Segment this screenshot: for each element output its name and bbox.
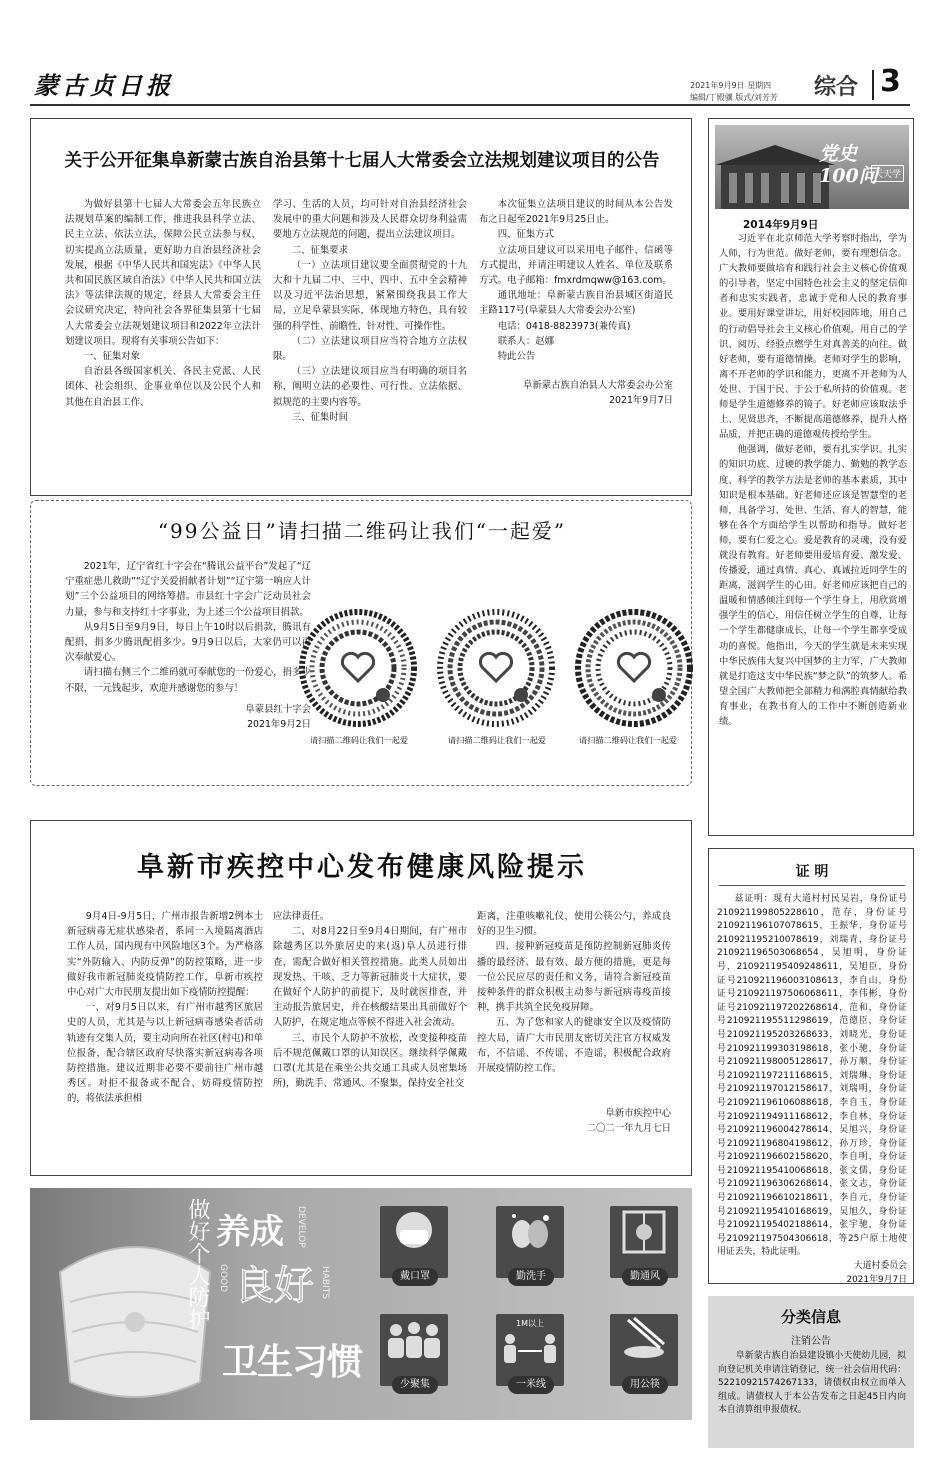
proof-signer: 大道村委员会 (853, 1261, 907, 1272)
hygiene-banner (30, 1188, 692, 1420)
notice-legislation-col2 (273, 197, 467, 425)
crowd-icon (380, 1314, 448, 1366)
banner-en-1: DEVELOP (296, 1206, 306, 1248)
qr-caption-1: 请扫描二维码让我们一起爱 (309, 735, 409, 745)
tile-label: 少聚集 (392, 1376, 438, 1394)
paragraph: 应法律责任。 (273, 911, 330, 922)
notice-cdc-col3 (477, 909, 671, 1137)
proof-body (717, 893, 907, 1287)
qr-code-icon (575, 609, 693, 727)
notice-cdc-col2 (273, 909, 467, 1091)
notice-signer: 阜新蒙古族自治县人大常委会办公室 (522, 380, 673, 392)
banner-big-2: 良好 (234, 1263, 314, 1309)
paragraph: 联系人：赵娜 (497, 335, 555, 347)
classified-section (708, 1296, 914, 1448)
paragraph: 为做好县第十七届人大常委会五年民族立法规划草案的编制工作，推进我县科学立法、民主立法、依法立法，保障公民立法参与权，切实提高立法质量，更好助力自治县经济社会发展，根据《中华人民共和国宪法》《中华人民共和国民族区域自治法》《中华人民共和国立法法》等法律法规的规定，经县人大常委会主任会议研究决定，特向社会各界征集县第十七届人大常委会立法规划建议项目和2022年立法计划建议项目。现将有关事项公告如下： (65, 199, 261, 347)
chopsticks-icon (610, 1314, 678, 1366)
paragraph: （二）立法建议项目应当符合地方立法权限。 (273, 335, 467, 363)
paragraph: 自治县各级国家机关、各民主党派、人民团体、社会组织、企事业单位以及公民个人和其他在自治县工作、 (65, 366, 261, 408)
notice-date: 2021年9月7日 (609, 395, 673, 407)
paragraph: 学习、生活的人员，均可针对自治县经济社会发展中的重大问题和涉及人民群众切身利益需要地方立法规范的问题，提出立法建议项目。 (273, 199, 467, 241)
paragraph: 2021年，辽宁省红十字会在“腾讯公益平台”发起了“辽宁重症患儿救助”“辽宁关爱捐献者计划”“辽宁第一响应人计划”三个公益项目的网络筹措。市县红十字会广泛动员社会力量，参与和支持红十字事业，为上述三个公益项目捐款。 (65, 561, 311, 618)
paragraph: 五、为了您和家人的健康安全以及疫情防控大局，请广大市民朋友密切关注官方权威发布，不信谣、不传谣、不造谣，积极配合政府开展疫情防控工作。 (477, 1017, 671, 1075)
qr-caption-2: 请扫描二维码让我们一起爱 (447, 735, 547, 745)
distance-icon (496, 1329, 564, 1369)
tile-label: 用公筷 (622, 1376, 668, 1394)
notice-charity (30, 500, 692, 786)
paragraph: 立法项目建议可以采用电子邮件、信函等方式提出，并请注明建议人姓名、单位及联系方式。电子邮箱：fmxrdmqww@163.com。 (479, 244, 673, 287)
notice-legislation (30, 118, 692, 496)
paragraph: 四、征集方式 (497, 229, 555, 241)
paragraph: 一、征集对象 (83, 351, 141, 363)
paragraph: 电话：0418-8823973(兼传真) (497, 320, 631, 332)
masthead-editors: 编辑/丁殿骧 版式/刘芳芳 (690, 93, 778, 102)
building-icon (715, 143, 835, 209)
proof-title: 证 明 (795, 864, 829, 880)
notice-cdc (30, 820, 692, 1176)
paragraph: 四、接种新冠疫苗是预防控制新冠肺炎传播的最经济、最有效、最方便的措施，更是每一位公民应尽的责任和义务，请符合新冠疫苗接种条件的群众积极主动参与新冠病毒疫苗接种，携手共筑全民免疫屏障。 (477, 941, 671, 1014)
paragraph: 9月4日-9月5日，广州市报告新增2例本土新冠病毒无症状感染者，系同一入境隔离酒店工作人员，国内现有中风险地区3个。为严格落实“外防输入、内防反弹”的防控策略，进一步做好我市新冠肺炎疫情防控工作，阜新市疾控中心对广大市民朋友提出如下疫情防控提醒： (67, 911, 263, 999)
banner-big-3: 卫生习惯 (222, 1342, 363, 1383)
notice-date: 二〇二一年九月七日 (586, 1123, 671, 1135)
party-history-badge: 党史100问 (819, 143, 878, 187)
banner-en-2: GOOD (218, 1264, 228, 1293)
notice-legislation-col3 (479, 197, 673, 409)
party-history-date: 2014年9月9日 (743, 219, 819, 231)
qr-code-icon (437, 609, 555, 727)
tile-label: 勤洗手 (508, 1268, 554, 1286)
paragraph: 本次征集立法项目建议的时间从本公告发布之日起至2021年9月25日止。 (479, 199, 673, 226)
window-icon (610, 1206, 678, 1258)
paragraph: 兹证明：现有大道村村民吴岩，身份证号21092119980522861​0，范存，身份证号210921196107078615，王振华，身份证号210921195210078619，刘瑞青，身份证号210921196503068654，吴旭明，身份证号，210921195409248611，吴旭臣，身份证号210921196003108613，李自山，身份证号210921197506068611，李伟彬，身份证号210921197202268614，范和，身份证号210921195511298619，范德臣，身份证号210921195203268633，刘晓光，身份证号210921199303198618，张小驰，身份证号210921198005128617，孙万顺，身份证号210921197211168615，刘瑞琳，身份证号210921197012158617，刘瑞明，身份证号210921196106088618，李自玉，身份证号210921194911168612，李自林，身份证号210921196004278614，吴旭兴，身份证号210921196804198612，孙万珍，身份证号210921196602158620，李自明，身份证号210921195410068618，张文儒，身份证号210921196306268614，张文志，身份证号210921196610218611，李自元，身份证号210921195410168619，吴旭久，身份证号210921195402188614，张宇驰，身份证号210921197504306618，等25户原土地使用证丢失，特此证明。 (717, 894, 907, 1258)
paragraph: 习近平在北京师范大学考察时指出，学为人师，行为世范。做好老师，要有理想信念。广大教师要做培育和践行社会主义核心价值观的引导者，坚定中国特色社会主义的坚定信仰者和忠实实践者，忠诚于党和人民的教育事业。要用好课堂讲坛，用好校园阵地，用自己的行动倡导社会主义核心价值观，用自己的学识、阅历、经验点燃学生对真善美的向往。做好老师，要有道德情操。老师对学生的影响，离不开老师的学识和能力，更离不开老师为人处世、于国于民、于公于私所持的价值观。老师是学生道德修养的镜子。好老师应该取法乎上、见贤思齐，不断提高道德修养，提升人格品质，并把正确的道德观传授给学生。 (719, 233, 907, 441)
masthead-rule (30, 104, 910, 106)
qr-code-1[interactable] (299, 609, 417, 727)
classified-title: 分类信息 (780, 1308, 841, 1326)
notice-date: 2021年9月2日 (247, 719, 311, 731)
paragraph: 从9月5日至9月9日，每日上午10时以后捐款，腾讯有配捐，捐多少腾讯配捐多少。9月9日以后，大家仍可以再次奉献爱心。 (65, 621, 311, 664)
qr-code-3[interactable] (575, 609, 693, 727)
paragraph: 一、对9月5日以来，有广州市越秀区旅居史的人员，尤其是与以上新冠病毒感染者活动轨迹有交集人员，要主动向所在社区(村屯)和单位报备，配合辖区政府尽快落实新冠病毒各项防控措施。建议近期非必要不要前往广州市越秀区。对拒不报备或不配合、妨碍疫情防控的，将依法承担相 (67, 1002, 263, 1105)
qr-code-icon (299, 609, 417, 727)
notice-charity-text (65, 559, 311, 732)
proof-notice (708, 848, 914, 1284)
distance-label: 1M以上 (516, 1319, 544, 1328)
notice-legislation-title: 关于公开征集阜新蒙古族自治县第十七届人大常委会立法规划建议项目的公告 (64, 151, 660, 171)
tile-label: 勤通风 (622, 1268, 668, 1286)
notice-charity-title: “99公益日”请扫描二维码让我们“一起爱” (157, 519, 567, 543)
qr-caption-3: 请扫描二维码让我们一起爱 (578, 735, 678, 745)
classified-body (718, 1350, 906, 1418)
notice-cdc-title: 阜新市疾控中心发布健康风险提示 (137, 852, 587, 883)
tile-label: 一米线 (508, 1376, 554, 1394)
notice-cdc-col1 (67, 909, 263, 1107)
qr-code-2[interactable] (437, 609, 555, 727)
tile-label: 戴口罩 (392, 1268, 438, 1286)
paragraph: （一）立法项目建议要全面贯彻党的十九大和十九届二中、三中、四中、五中全会精神以及习近平法治思想，紧紧围绕我县工作大局，立足阜蒙县实际，体现地方特色，具有较强的科学性、前瞻性、针对性、可操作性。 (273, 259, 467, 332)
notice-signer: 阜蒙县红十字会 (245, 703, 311, 715)
banner-big-1: 养成 (216, 1212, 284, 1252)
section-divider (872, 70, 874, 100)
paragraph: 三、征集时间 (291, 411, 349, 423)
paragraph: 他强调，做好老师，要有扎实学识。扎实的知识功底、过硬的教学能力、勤勉的教学态度、科学的教学方法是老师的基本素质，其中知识是根本基础。好老师还应该是智慧型的老师，具备学习、处世、生活、育人的智慧，能够在各个方面给学生以帮助和指导。做好老师，要有仁爱之心。爱是教育的灵魂，没有爱就没有教育。好老师要用爱培育爱、激发爱、传播爱，通过真情、真心、真诚拉近同学生的距离，滋润学生的心田。好老师应该把自己的温暖和情感倾注到每一个学生身上，用欣赏增强学生的信心，用信任树立学生的自尊，让每一个学生都健康成长，让每一个学生都享受成功的喜悦。他指出，今天的学生就是未来实现中华民族伟大复兴中国梦的主力军，广大教师就是打造这支中华民族“梦之队”的筑梦人。希望全国广大教师把全部精力和满腔真情献给教育事业，在教书育人的工作中不断创造新业绩。 (719, 444, 907, 727)
classified-subtitle: 注销公告 (791, 1336, 831, 1347)
notice-signer: 阜新市疾控中心 (605, 1108, 671, 1120)
masthead-date: 2021年9月9日 星期四 (690, 81, 772, 90)
paragraph: （三）立法建议项目应当有明确的项目名称，阐明立法的必要性、可行性、立法依据、拟规范的主要内容等。 (273, 366, 467, 408)
notice-legislation-col1 (65, 197, 261, 410)
paragraph: 通讯地址：阜新蒙古族自治县城区街道民主路117号(阜蒙县人大常委会办公室) (479, 290, 673, 317)
paper-name: 蒙古贞日报 (34, 71, 174, 100)
hands-icon (496, 1206, 564, 1258)
proof-title-rule (719, 885, 905, 886)
sidebar-party-history (708, 118, 914, 836)
section-name: 综合 (814, 75, 859, 100)
paragraph: 特此公告 (497, 351, 536, 363)
proof-date: 2021年9月7日 (846, 1274, 907, 1285)
party-history-header-image (715, 125, 909, 209)
paragraph: 二、对8月22日至9月4日期间，有广州市除越秀区以外旅居史的来(返)阜人员进行排查，需配合做好相关管控措施。此类人员如出现发热、干咳、乏力等新冠肺炎十大症状，要在做好个人防护的前提下，及时就医排查，并主动报告旅居史，并在核酸结果出具前做好个人防护，在规定地点等候不得进入社会流动。 (273, 926, 467, 1029)
paragraph: 阜新蒙古族自治县建设镇小天使幼儿园，拟向登记机关申请注销登记，统一社会信用代码：52210921574267133，请债权由权立而单入组成。请债权人于本公告发布之日起45日内向本自清算组申报债权。 (718, 1351, 906, 1416)
paragraph: 距离，注重咳嗽礼仪，使用公筷公勺，养成良好的卫生习惯。 (477, 911, 671, 938)
mask-icon (380, 1206, 448, 1258)
paragraph: 二、征集要求 (291, 244, 349, 256)
paragraph: 三、市民个人防护不放松，改变接种疫苗后不规范佩戴口罩的认知误区。继续科学佩戴口罩(尤其是在乘坐公共交通工具或人员密集场所)，勤洗手、常通风、不聚集，保持安全社交 (273, 1032, 467, 1090)
banner-vertical-text: 做好个人防护 (185, 1198, 210, 1330)
page-number: 3 (880, 64, 901, 99)
party-history-body (719, 231, 907, 729)
banner-en-3: HABITS (320, 1266, 330, 1299)
party-history-badge-small: 天天学 (871, 165, 904, 182)
paragraph: 请扫描右侧三个二维码就可奉献您的一份爱心，捐多少不限，一元钱起步，欢迎并感谢您的参与！ (65, 667, 311, 694)
